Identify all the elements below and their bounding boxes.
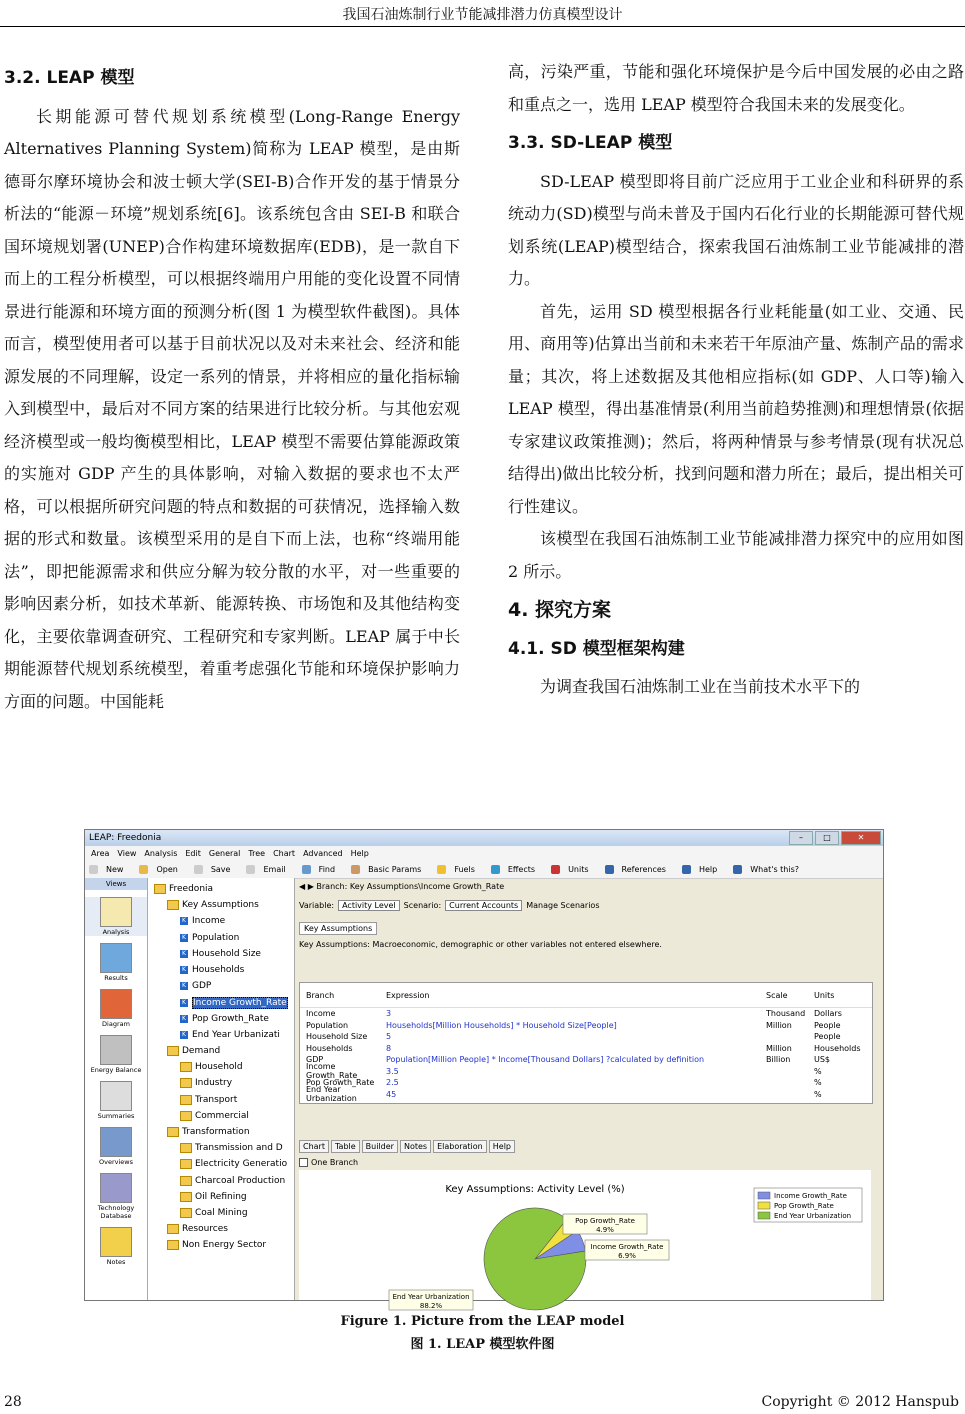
toolbar-save-button[interactable]: Save: [194, 865, 239, 874]
folder-icon: [180, 1176, 192, 1186]
grid-cell: Pop Growth_Rate: [306, 1078, 375, 1088]
grid-cell: People: [814, 1020, 841, 1030]
section-heading-4: 4. 探究方案: [508, 599, 612, 621]
toolbar-basic-params-icon: [351, 865, 360, 874]
grid-cell: 3: [386, 1009, 392, 1019]
tree-node-industry[interactable]: Industry: [180, 1078, 232, 1088]
toolbar: [85, 860, 883, 879]
key-variable-icon: K: [180, 982, 188, 990]
tree-node-gdp[interactable]: K GDP: [180, 981, 211, 991]
toolbar-save-icon: [194, 865, 203, 874]
toolbar-references-button[interactable]: References: [605, 865, 674, 874]
branch-row: [299, 882, 504, 891]
grid-cell: End Year Urbanization: [306, 1085, 357, 1104]
tree-node-key-assumptions[interactable]: Key Assumptions: [167, 900, 259, 910]
main-panel: [295, 878, 883, 1310]
menu-bar: [85, 846, 883, 860]
tab-row: [299, 922, 377, 935]
variable-select[interactable]: Activity Level: [338, 900, 400, 911]
folder-icon: [180, 1143, 192, 1153]
key-variable-icon: K: [180, 1015, 188, 1023]
toolbar-open-button[interactable]: Open: [139, 865, 185, 874]
figure-caption-en: Figure 1. Picture from the LEAP model: [340, 1314, 625, 1329]
grid-cell: Million: [766, 1020, 792, 1030]
grid-cell: %: [814, 1089, 822, 1099]
one-branch-row: [299, 1158, 358, 1167]
grid-cell: Income Growth_Rate: [306, 1062, 358, 1081]
tree-node-household-size[interactable]: K Household Size: [180, 949, 261, 959]
legend-entry: End Year Urbanization: [774, 1212, 852, 1220]
toolbar-find-icon: [302, 865, 311, 874]
toolbar-what-s-this--button[interactable]: What's this?: [733, 865, 807, 874]
table-row[interactable]: [300, 1008, 872, 1020]
tab-elaboration[interactable]: Elaboration: [433, 1140, 487, 1153]
description: Key Assumptions: Macroeconomic, demographic or other variables not entered elsewhere.: [299, 940, 662, 949]
view-technology-database[interactable]: Technology Database: [85, 1173, 147, 1220]
toolbar-help-icon: [682, 865, 691, 874]
data-label-name: Income Growth_Rate: [590, 1243, 664, 1251]
paragraph: 长期能源可替代规划系统模型(Long-Range Energy Alternatives Planning System)简称为 LEAP 模型，是由斯德哥尔摩环境协会和波士顿大学(SEI-B)合作开发的基于情景分析法的“能源－环境”规划系统[6]。该系统包含由 SEI-B 和联合国环境规划署(UNEP)合作构建环境数据库(EDB)，是一款自下而上的工程分析模型，可以根据终端用户用能的变化设置不同情景进行能源和环境方面的预测分析(图 1 为模型软件截图)。具体而言，模型使用者可以基于目前状况以及对未来社会、经济和能源发展的不同理解，设定一系列的情景，并将相应的量化指标输入到模型中，最后对不同方案的结果进行比较分析。与其他宏观经济模型或一般均衡模型相比，LEAP 模型不需要估算能源政策的实施对 GDP 产生的具体影响，对输入数据的要求也不太严格，可以根据所研究问题的特点和数据的可获情况，选择输入数据的形式和数量。该模型采用的是自下而上法，也称“终端用能法”，即把能源需求和供应分解为较分散的水平，对一些重要的影响因素分析，如技术革新、能源转换、市场饱和及其他结构变化，主要依靠调查研究、工程研究和专家判断。LEAP 属于中长期能源替代规划系统模型，着重考虑强化节能和环境保护影响力方面的问题。中国能耗: [4, 106, 460, 711]
grid-cell: %: [814, 1066, 822, 1076]
toolbar-new-button[interactable]: New: [89, 865, 131, 874]
toolbar-what-s-this--icon: [733, 865, 742, 874]
menu-item-area[interactable]: Area: [91, 848, 110, 858]
folder-icon: [180, 1062, 192, 1072]
branch-path: Branch: Key Assumptions\Income Growth_Rate: [316, 882, 505, 891]
folder-icon: [154, 884, 166, 894]
view-results[interactable]: Results: [85, 943, 147, 982]
scenario-label: Scenario:: [403, 901, 442, 910]
toolbar-email-icon: [246, 865, 255, 874]
folder-icon: [180, 1159, 192, 1169]
menu-item-edit[interactable]: Edit: [185, 848, 201, 858]
section-heading-3-3: 3.3. SD-LEAP 模型: [508, 133, 673, 153]
key-variable-icon: K: [180, 999, 188, 1007]
folder-icon: [167, 900, 179, 910]
legend-entry: Income Growth_Rate: [774, 1192, 847, 1200]
grid-header: [300, 983, 872, 1008]
tree-node-resources[interactable]: Resources: [167, 1224, 228, 1234]
menu-item-advanced[interactable]: Advanced: [303, 848, 343, 858]
one-branch-checkbox[interactable]: [299, 1158, 308, 1167]
legend-swatch: [758, 1192, 770, 1199]
folder-icon: [167, 1046, 179, 1056]
legend-swatch: [758, 1212, 770, 1219]
results-icon: [100, 943, 132, 973]
tree-node-pop-growth-rate[interactable]: K Pop Growth_Rate: [180, 1014, 269, 1024]
grid-cell: 45: [386, 1089, 397, 1099]
tab-help[interactable]: Help: [489, 1140, 515, 1153]
tree-node-oil-refining[interactable]: Oil Refining: [180, 1192, 247, 1202]
tree-node-income-growth-rate[interactable]: K Income Growth_Rate: [180, 997, 288, 1009]
key-variable-icon: K: [180, 934, 188, 942]
tree-node-non-energy-sector[interactable]: Non Energy Sector: [167, 1240, 266, 1250]
page-number: 28: [4, 1394, 22, 1410]
copyright: Copyright © 2012 Hanspub: [761, 1394, 959, 1410]
folder-icon: [180, 1111, 192, 1121]
data-grid: [299, 982, 873, 1104]
view-overviews[interactable]: Overviews: [85, 1127, 147, 1166]
tab-notes[interactable]: Notes: [400, 1140, 431, 1153]
grid-header-scale: Scale: [766, 990, 788, 1000]
minimize-button[interactable]: –: [789, 831, 813, 845]
views-header: Views: [85, 878, 147, 890]
toolbar-units-icon: [551, 865, 560, 874]
notes-icon: [100, 1227, 132, 1257]
chart-panel: [299, 1170, 871, 1310]
figure-caption-zh: 图 1. LEAP 模型软件图: [410, 1337, 555, 1352]
maximize-button[interactable]: □: [815, 831, 839, 845]
data-label-name: End Year Urbanization: [392, 1293, 470, 1301]
tree-node-commercial[interactable]: Commercial: [180, 1111, 249, 1121]
tree-node-households[interactable]: K Households: [180, 965, 244, 975]
grid-cell: Households: [306, 1043, 353, 1053]
back-arrow-icon[interactable]: ◀: [299, 882, 306, 891]
view-energy-balance[interactable]: Energy Balance: [85, 1035, 147, 1074]
section-heading-4-1: 4.1. SD 模型框架构建: [508, 638, 685, 659]
grid-cell: Population: [306, 1020, 349, 1030]
toolbar-email-button[interactable]: Email: [246, 865, 293, 874]
folder-icon: [167, 1240, 179, 1250]
grid-cell: Million: [766, 1043, 792, 1053]
menu-item-general[interactable]: General: [208, 848, 241, 858]
running-header: 我国石油炼制行业节能减排潜力仿真模型设计: [342, 7, 623, 23]
scenario-select[interactable]: Current Accounts: [445, 900, 522, 911]
toolbar-basic-params-button[interactable]: Basic Params: [351, 865, 429, 874]
table-row[interactable]: [300, 1062, 872, 1081]
grid-cell: Households[Million Households] * Household Size[People]: [386, 1020, 617, 1030]
diagram-icon: [100, 989, 132, 1019]
grid-cell: 5: [386, 1032, 392, 1042]
tree-node-transport[interactable]: Transport: [180, 1095, 237, 1105]
grid-cell: GDP: [306, 1055, 324, 1065]
folder-icon: [180, 1192, 192, 1202]
tab-key-assumptions[interactable]: Key Assumptions: [299, 922, 377, 935]
overviews-icon: [100, 1127, 132, 1157]
views-panel: [85, 878, 148, 1300]
tree-node-transmission-and-d[interactable]: Transmission and D: [180, 1143, 283, 1153]
energy-balance-icon: [100, 1035, 132, 1065]
menu-item-tree[interactable]: Tree: [248, 848, 266, 858]
paragraph: 首先，运用 SD 模型根据各行业耗能量(如工业、交通、民用、商用等)估算出当前和未来若干年原油产量、炼制产品的需求量；其次，将上述数据及其他相应指标(如 GDP、人口等)输入 LEAP 模型，得出基准情景(利用当前趋势推测)和理想情景(依据专家建议政策推测)；然后，将两种情景与参考情景(现有状况总结得出)做出比较分析，找到问题和潜力所在；最后，提出相关可行性建议。: [508, 301, 964, 516]
one-branch-label: One Branch: [311, 1158, 359, 1167]
window-titlebar: [85, 830, 883, 846]
tree-node-charcoal-production[interactable]: Charcoal Production: [180, 1176, 285, 1186]
analysis-icon: [100, 897, 132, 927]
menu-item-analysis[interactable]: Analysis: [144, 848, 178, 858]
view-analysis[interactable]: Analysis: [85, 897, 147, 936]
data-label-value: 4.9%: [596, 1226, 614, 1234]
grid-header-units: Units: [814, 990, 835, 1000]
tree-node-electricity-generatio[interactable]: Electricity Generatio: [180, 1159, 287, 1169]
toolbar-units-button[interactable]: Units: [551, 865, 596, 874]
grid-cell: Population[Million People] * Income[Thousand Dollars] ?calculated by definition: [386, 1055, 705, 1065]
paragraph: 该模型在我国石油炼制工业节能减排潜力探究中的应用如图 2 所示。: [508, 529, 964, 581]
tree-node-household[interactable]: Household: [180, 1062, 243, 1072]
right-column: [508, 56, 964, 704]
legend-swatch: [758, 1202, 770, 1209]
tree-node-end-year-urbanizati[interactable]: K End Year Urbanizati: [180, 1030, 280, 1040]
tree-node-demand[interactable]: Demand: [167, 1046, 220, 1056]
variable-row: [299, 900, 599, 911]
bottom-tabs: [299, 1140, 517, 1153]
grid-cell: Income: [306, 1009, 336, 1019]
leap-screenshot-figure: [84, 829, 884, 1310]
tree-node-income[interactable]: K Income: [180, 916, 225, 926]
chart-title: Key Assumptions: Activity Level (%): [445, 1184, 625, 1195]
grid-cell: %: [814, 1078, 822, 1088]
key-variable-icon: K: [180, 917, 188, 925]
summaries-icon: [100, 1081, 132, 1111]
table-row[interactable]: [300, 1031, 872, 1043]
tree-panel: [148, 878, 295, 1300]
grid-cell: Household Size: [306, 1032, 368, 1042]
folder-icon: [180, 1078, 192, 1088]
toolbar-open-icon: [139, 865, 148, 874]
tab-table[interactable]: Table: [331, 1140, 360, 1153]
forward-arrow-icon[interactable]: ▶: [307, 882, 314, 891]
menu-item-view[interactable]: View: [117, 848, 137, 858]
technology-database-icon: [100, 1173, 132, 1203]
data-label-name: Pop Growth_Rate: [575, 1217, 635, 1225]
paragraph: 高，污染严重，节能和强化环境保护是今后中国发展的必由之路和重点之一，选用 LEAP 模型符合我国未来的发展变化。: [508, 62, 964, 114]
grid-cell: Dollars: [814, 1009, 842, 1019]
tree-node-coal-mining[interactable]: Coal Mining: [180, 1208, 248, 1218]
toolbar-fuels-button[interactable]: Fuels: [437, 865, 483, 874]
section-heading-3-2: 3.2. LEAP 模型: [4, 68, 135, 88]
variable-label: Variable:: [299, 901, 335, 910]
tree-node-freedonia[interactable]: Freedonia: [154, 884, 213, 894]
menu-item-chart[interactable]: Chart: [273, 848, 296, 858]
folder-icon: [167, 1224, 179, 1234]
grid-cell: 2.5: [386, 1078, 399, 1088]
tree-node-population[interactable]: K Population: [180, 933, 239, 943]
manage-scenarios-button[interactable]: Manage Scenarios: [526, 901, 600, 910]
header-rule: [0, 26, 965, 27]
grid-header-expression: Expression: [386, 990, 430, 1000]
view-notes[interactable]: Notes: [85, 1227, 147, 1266]
toolbar-fuels-icon: [437, 865, 446, 874]
view-diagram[interactable]: Diagram: [85, 989, 147, 1028]
tab-chart[interactable]: Chart: [299, 1140, 329, 1153]
key-variable-icon: K: [180, 966, 188, 974]
grid-cell: People: [814, 1032, 841, 1042]
data-label-value: 88.2%: [419, 1302, 443, 1310]
toolbar-find-button[interactable]: Find: [302, 865, 343, 874]
grid-cell: Thousand: [766, 1009, 806, 1019]
legend-entry: Pop Growth_Rate: [774, 1202, 834, 1210]
close-button[interactable]: ✕: [841, 831, 881, 845]
table-row[interactable]: [300, 1085, 872, 1104]
tree-node-transformation[interactable]: Transformation: [167, 1127, 250, 1137]
key-variable-icon: K: [180, 1031, 188, 1039]
menu-item-help[interactable]: Help: [350, 848, 369, 858]
toolbar-effects-button[interactable]: Effects: [491, 865, 543, 874]
grid-cell: Households: [814, 1043, 861, 1053]
grid-header-branch: Branch: [306, 990, 335, 1000]
folder-icon: [180, 1208, 192, 1218]
pie-chart: [299, 1170, 871, 1310]
app-title: LEAP: Freedonia: [89, 833, 162, 843]
toolbar-help-button[interactable]: Help: [682, 865, 725, 874]
toolbar-new-icon: [89, 865, 98, 874]
left-column: [4, 56, 460, 718]
toolbar-references-icon: [605, 865, 614, 874]
grid-cell: Billion: [766, 1055, 791, 1065]
paragraph: 为调查我国石油炼制工业在当前技术水平下的: [540, 677, 861, 696]
toolbar-effects-icon: [491, 865, 500, 874]
paragraph: SD-LEAP 模型即将目前广泛应用于工业企业和科研界的系统动力(SD)模型与尚未普及于国内石化行业的长期能源可替代规划系统(LEAP)模型结合，探索我国石油炼制工业节能减排的潜力。: [508, 171, 964, 288]
view-summaries[interactable]: Summaries: [85, 1081, 147, 1120]
table-row[interactable]: [300, 1043, 872, 1055]
table-row[interactable]: [300, 1020, 872, 1032]
grid-cell: 8: [386, 1043, 392, 1053]
grid-cell: 3.5: [386, 1066, 399, 1076]
grid-cell: US$: [814, 1055, 831, 1065]
key-variable-icon: K: [180, 950, 188, 958]
folder-icon: [167, 1127, 179, 1137]
data-label-value: 6.9%: [618, 1252, 636, 1260]
folder-icon: [180, 1095, 192, 1105]
tab-builder[interactable]: Builder: [362, 1140, 398, 1153]
